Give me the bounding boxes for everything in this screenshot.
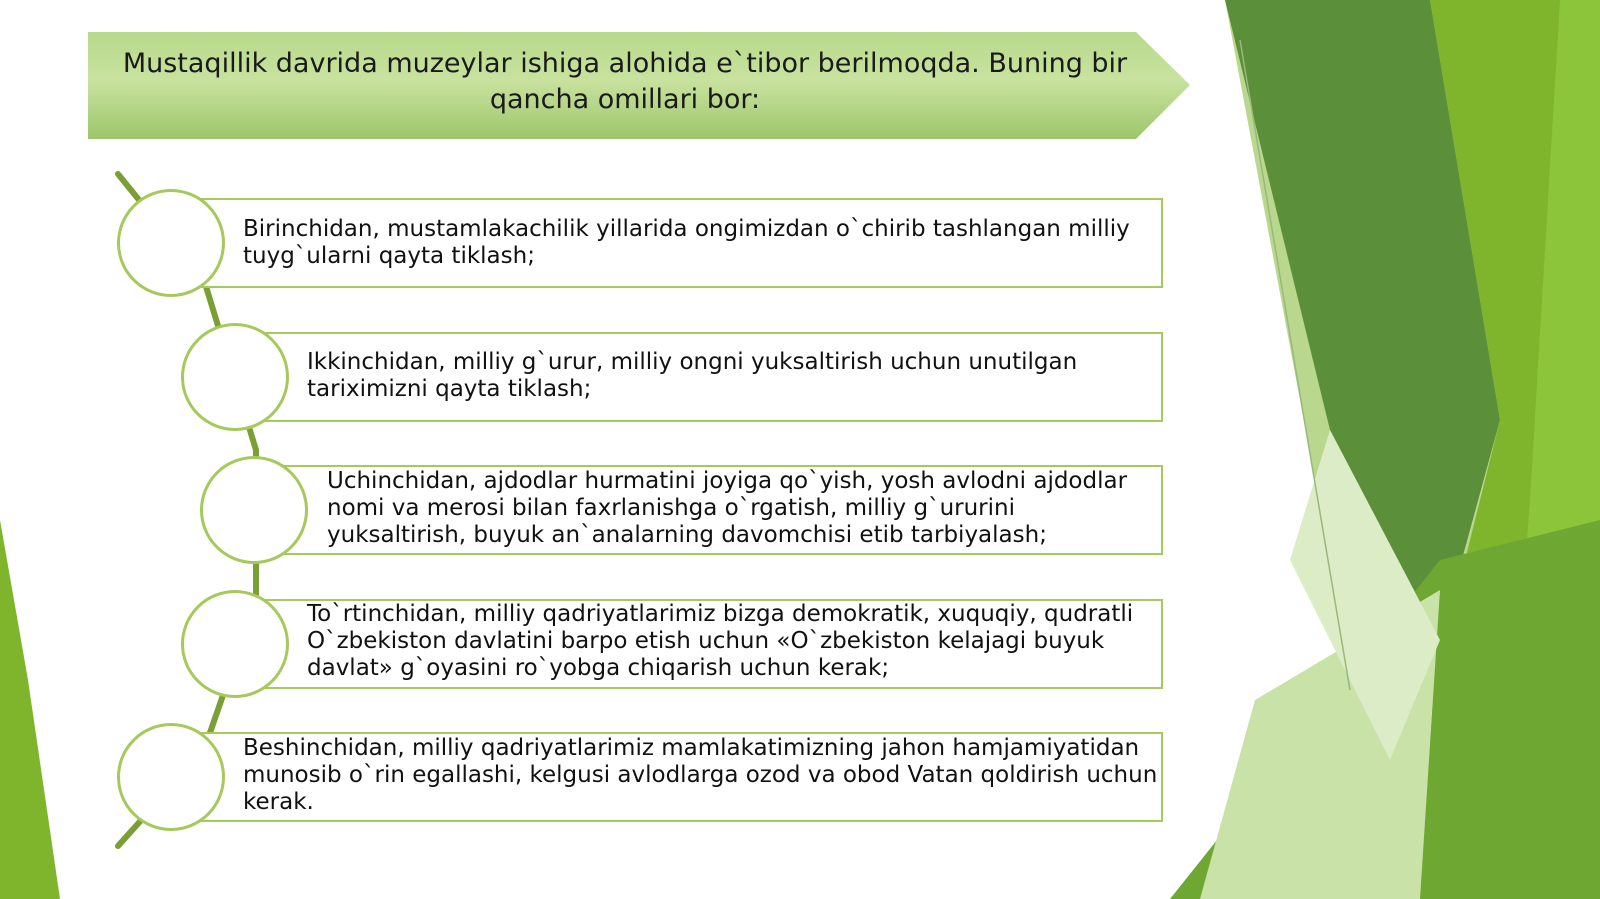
list-item-text-1: Birinchidan, mustamlakachilik yillarida ongimizdan o`chirib tashlangan milliy tuyg`ularni qayta tiklash; (243, 216, 1130, 269)
list-item-text-4: To`rtinchidan, milliy qadriyatlarimiz bizga demokratik, xuquqiy, qudratli O`zbekiston davlatini barpo etish uchun «O`zbekiston kelajagi buyuk davlat» g`oyasini ro`yobga chiqarish uchun kerak; (307, 601, 1134, 681)
list-item-marker-3 (200, 456, 308, 564)
list-item-marker-4 (181, 590, 289, 698)
list-item-text-3: Uchinchidan, ajdodlar hurmatini joyiga qo`yish, yosh avlodni ajdodlar nomi va merosi bilan faxrlanishga o`rgatish, milliy g`ururini yuksaltirish, buyuk an`analarning davomchisi etib tarbiyalash; (327, 468, 1128, 548)
list-item-marker-5 (117, 723, 225, 831)
page-title: Mustaqillik davrida muzeylar ishiga alohida e`tibor berilmoqda. Buning bir qancha omillari bor: (122, 48, 1128, 115)
list-item-marker-1 (117, 189, 225, 297)
list-item-text-2: Ikkinchidan, milliy g`urur, milliy ongni yuksaltirish uchun unutilgan tariximizni qayta tiklash; (307, 349, 1078, 402)
list-item-text-5: Beshinchidan, milliy qadriyatlarimiz mamlakatimizning jahon hamjamiyatidan munosib o`rin egallashi, kelgusi avlodlarga ozod va obod Vatan qoldirish uchun kerak. (243, 735, 1158, 815)
list-item-marker-2 (181, 323, 289, 431)
